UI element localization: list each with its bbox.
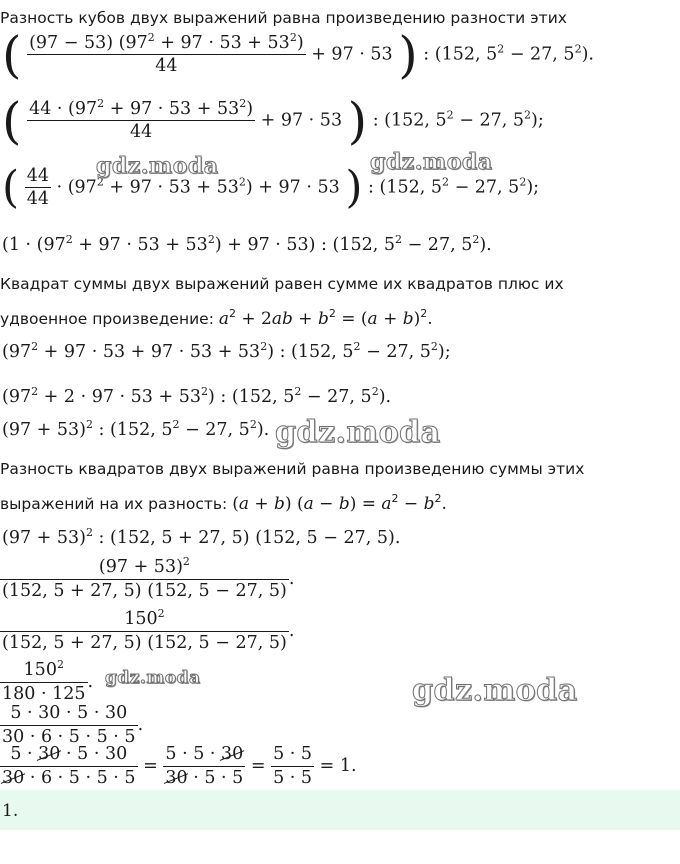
watermark-logo: gdz.moda — [412, 673, 578, 708]
math-step-2: ( $\frac{44 \cdot (97^2 + 97 \cdot 53 + 53^2)}{44}$ + 97 · 53 ) : (152, $5^2 - 27$, $5^2$); — [2, 92, 544, 150]
math-step-7: $(97 + 53)^2$ : (152, $5^2 - 27$, $5^2$). — [2, 418, 270, 440]
math-step-13: $\frac{5 \cdot 30 \cdot 5 \cdot 30}{30 \cdot 6 \cdot 5 \cdot 5 \cdot 5}$ = $\frac{5 \cdot 5 \cdot 30}{30 \cdot 5 \cdot 5}$ = $\frac{5 \cdot 5}{5 \cdot 5}$ = 1. — [2, 744, 357, 788]
math-step-12: $\frac{5 \cdot 30 \cdot 5 \cdot 30}{30 \cdot 6 \cdot 5 \cdot 5 \cdot 5}$ . — [2, 703, 144, 747]
math-step-10: $\frac{150^2}{(152, 5 + 27, 5) (152, 5 - 27, 5)}$ . — [2, 607, 295, 653]
explanation-sum-times-difference-label: выражений на их разность: — [0, 495, 228, 513]
explanation-difference-of-cubes: Разность кубов двух выражений равна произведению разности этих — [0, 9, 567, 27]
explanation-double-product-label: удвоенное произведение: — [0, 310, 214, 328]
watermark-logo: gdz.moda — [96, 153, 219, 179]
answer-value: 1. — [2, 801, 19, 821]
math-step-4: $(1 \cdot (97^2 + 97 \cdot 53 + 53^2) + 97 \cdot 53)$ : (152, $5^2 - 27$, $5^2$). — [2, 233, 492, 255]
math-step-9: $\frac{(97 + 53)^2}{(152, 5 + 27, 5) (152, 5 - 27, 5)}$ . — [2, 555, 295, 601]
math-step-5: $(97^2 + 97 \cdot 53 + 97 \cdot 53 + 53^2)$ : (152, $5^2 - 27$, $5^2$); — [2, 340, 451, 362]
watermark-logo: gdz.moda — [370, 149, 493, 175]
math-step-6: $(97^2 + 2 \cdot 97 \cdot 53 + 53^2)$ : (152, $5^2 - 27$, $5^2$). — [2, 385, 392, 407]
explanation-sum-times-difference: выражений на их разность: (a + b) $(a - b) = a^2 - b^2$. — [0, 492, 447, 514]
explanation-difference-of-squares: Разность квадратов двух выражений равна произведению суммы этих — [0, 460, 585, 478]
watermark-logo: gdz.moda — [105, 668, 201, 688]
explanation-double-product: удвоенное произведение: $a^2 + 2ab + b^2 = (a + b)^2$. — [0, 307, 433, 329]
explanation-square-of-sum: Квадрат суммы двух выражений равен сумме их квадратов плюс их — [0, 275, 564, 293]
answer-bar — [0, 790, 680, 830]
math-step-11: $\frac{150^2}{180 \cdot 125}$ . — [2, 658, 94, 704]
math-step-8: $(97 + 53)^2$ : (152, 5 + 27, 5) (152, 5 − 27, 5). — [2, 526, 401, 548]
watermark-logo: gdz.moda — [275, 415, 441, 450]
math-step-3: ( $\frac{44}{44}$ · $(97^2 + 97 \cdot 53 + 53^2) + 97 \cdot 53$ ) : (152, $5^2 - 27$, $5^2$); — [2, 162, 540, 213]
math-step-1: ( $\frac{(97 - 53) (97^2 + 97 \cdot 53 + 53^2)}{44}$ + 97 · 53 ) : (152, $5^2 - 27$, $5^2$). — [2, 26, 594, 84]
